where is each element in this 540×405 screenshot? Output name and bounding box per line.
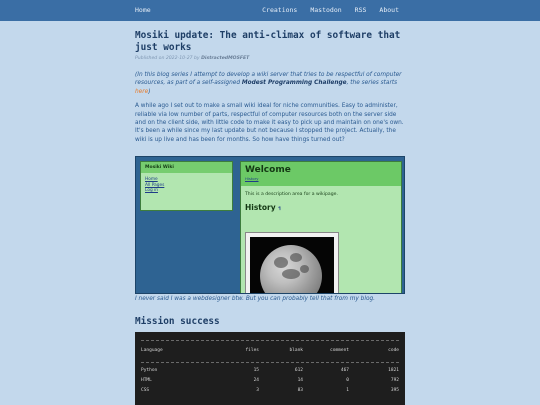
screenshot-caption: I never said I was a webdesigner btw. But you can probably tell that from my blog. xyxy=(135,296,376,302)
moon-mare xyxy=(274,257,288,268)
wiki-subheading xyxy=(245,203,401,212)
header-code: code xyxy=(388,348,399,353)
wiki-page-title: Welcome xyxy=(245,165,291,175)
moon-photo xyxy=(250,237,334,294)
wiki-sidebar xyxy=(140,161,233,211)
intro-text-2: , the series starts xyxy=(346,80,398,87)
nav-home-link[interactable]: Home xyxy=(135,6,151,14)
cell-comment: 0 xyxy=(346,378,349,383)
intro-text-3: ) xyxy=(148,88,151,95)
wiki-history-link: History xyxy=(245,176,259,181)
cell-language: HTML xyxy=(141,378,152,383)
cell-language: Python xyxy=(141,368,158,373)
challenge-name: Modest Programming Challenge xyxy=(241,80,347,87)
moon-mare xyxy=(290,253,302,262)
cell-code: 395 xyxy=(390,388,399,393)
top-navigation-bar xyxy=(0,0,540,21)
cell-comment: 1 xyxy=(346,388,349,393)
wiki-main-panel xyxy=(240,161,402,294)
moon-mare xyxy=(282,269,300,279)
post-title: Mosiki update: The anti-climax of software that just works xyxy=(135,30,401,53)
intro-text: (In this blog series I attempt to develop a wiki server that tries to be respectful of computer resources, as part of a self-assigned xyxy=(135,72,402,87)
header-files: files xyxy=(245,348,259,353)
cell-blank: 612 xyxy=(294,368,303,373)
code-divider xyxy=(141,362,399,363)
wiki-sidebar-links xyxy=(141,173,232,194)
cell-code: 792 xyxy=(390,378,399,383)
wiki-link-all-pages: All Pages xyxy=(145,182,165,188)
section-heading: Mission success xyxy=(135,316,220,327)
code-divider xyxy=(141,340,399,341)
header-language: Language xyxy=(141,348,163,353)
wiki-sidebar-title: Mosiki Wiki xyxy=(141,162,232,173)
pilcrow-icon: ¶ xyxy=(278,206,281,211)
cell-language: CSS xyxy=(141,388,150,393)
wiki-link-login: Log in xyxy=(145,188,158,193)
series-intro xyxy=(135,71,405,96)
moon-image xyxy=(260,245,322,294)
moon-mare xyxy=(300,265,309,273)
header-blank: blank xyxy=(289,348,303,353)
code-row xyxy=(141,388,399,394)
code-row xyxy=(141,378,399,384)
header-comment: comment xyxy=(330,348,349,353)
nav-rss-link[interactable]: RSS xyxy=(354,6,367,14)
nav-creations-link[interactable]: Creations xyxy=(262,6,298,14)
series-start-link[interactable]: here xyxy=(135,88,149,95)
cloc-output-block xyxy=(135,332,405,405)
cell-blank: 83 xyxy=(297,388,303,393)
wiki-link-home: Home xyxy=(145,177,158,182)
wiki-image-frame xyxy=(245,232,339,294)
wiki-subheading-text: History xyxy=(245,203,276,212)
cell-files: 24 xyxy=(253,378,259,383)
code-row xyxy=(141,368,399,374)
wiki-screenshot xyxy=(135,156,405,294)
nav-about-link[interactable]: About xyxy=(379,6,399,14)
cell-blank: 14 xyxy=(297,378,303,383)
post-meta xyxy=(135,56,405,61)
nav-mastodon-link[interactable]: Mastodon xyxy=(310,6,342,14)
cell-files: 3 xyxy=(256,388,259,393)
author-name: DistractedMOSFET xyxy=(201,56,250,61)
wiki-description: This is a description area for a wikipage. xyxy=(245,192,338,197)
nav-links xyxy=(262,6,399,14)
publish-date: Published on 2022-10-27 by xyxy=(135,56,202,61)
article xyxy=(135,30,405,327)
wiki-page-header xyxy=(241,162,401,186)
cell-code: 1821 xyxy=(388,368,399,373)
cell-files: 15 xyxy=(253,368,259,373)
cell-comment: 467 xyxy=(340,368,349,373)
body-paragraph: A while ago I set out to make a small wiki ideal for niche communities. Easy to administer, reliable via low number of parts, respectful of computer resources both on the server side and on the client side, with little code to make it easy to pick up and maintain on one's own. It's been a while since my last update but not because I stopped the project. Actually, the wiki is up live and has been for months. So how have things turned out? xyxy=(135,103,404,143)
code-header-row xyxy=(141,348,399,354)
